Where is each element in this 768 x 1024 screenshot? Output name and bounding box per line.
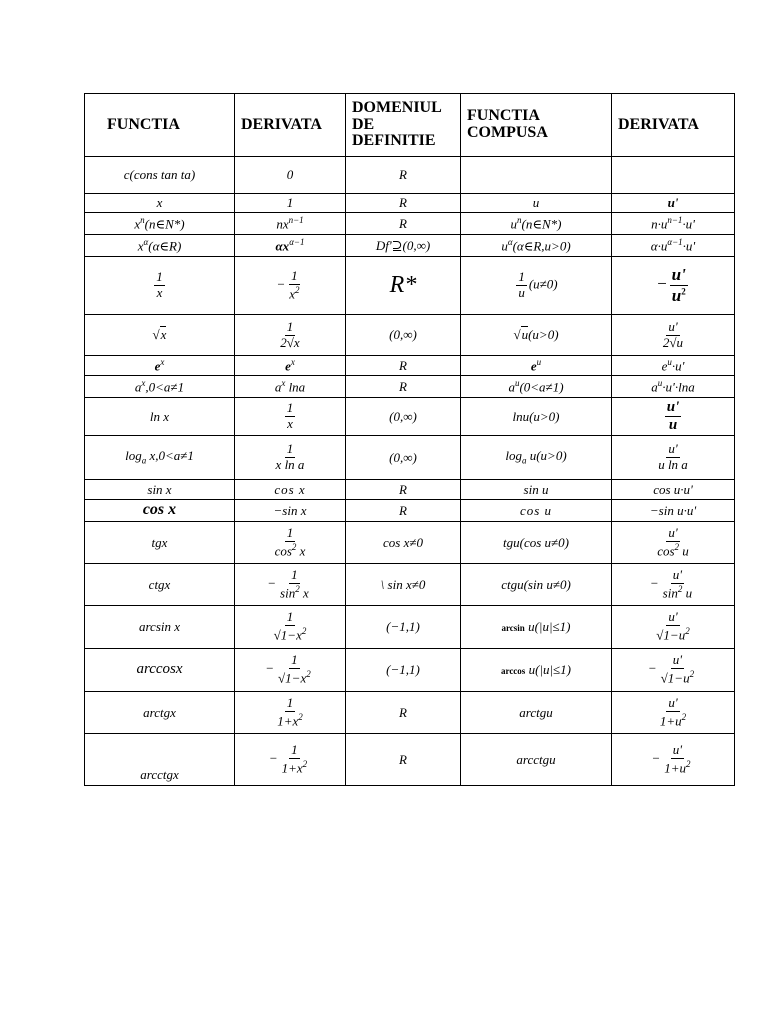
formula-text: 2 bbox=[689, 669, 695, 680]
formula-text: u bbox=[521, 327, 529, 343]
header-row bbox=[85, 94, 735, 157]
formula-text: n·u bbox=[651, 216, 668, 232]
cell-function bbox=[85, 213, 235, 235]
formula-text: (α∈R,u>0) bbox=[512, 238, 571, 254]
fraction bbox=[656, 442, 690, 473]
fraction bbox=[287, 269, 301, 302]
formula-text: − bbox=[656, 274, 668, 294]
fraction bbox=[662, 743, 692, 776]
formula-text: (n∈N*) bbox=[144, 216, 185, 232]
formula-text: α bbox=[143, 237, 149, 248]
table-row bbox=[85, 500, 735, 522]
cell-domain: R bbox=[346, 356, 461, 376]
cell-function: c(cons tan ta) bbox=[85, 157, 235, 194]
formula-text: u bbox=[682, 543, 689, 559]
fraction bbox=[285, 401, 296, 432]
denominator bbox=[272, 626, 309, 643]
cell-function: arctgx bbox=[85, 692, 235, 734]
formula-text: − bbox=[649, 575, 659, 591]
cell-derivative bbox=[235, 649, 346, 692]
fraction bbox=[665, 399, 682, 435]
formula-text: 2 bbox=[291, 541, 297, 552]
formula-text: ·u' bbox=[671, 358, 685, 374]
cell-composite-derivative bbox=[612, 213, 735, 235]
formula-text: 2 bbox=[295, 583, 300, 594]
cell-domain: R bbox=[346, 734, 461, 786]
formula-text: 2 bbox=[298, 711, 303, 722]
formula-text: a bbox=[651, 379, 658, 395]
cell-domain: (0,∞) bbox=[346, 398, 461, 436]
cell-domain: R bbox=[346, 213, 461, 235]
table-row bbox=[85, 436, 735, 480]
cell-composite: ctgu(sin u≠0) bbox=[461, 564, 612, 606]
formula-text: 2 bbox=[681, 286, 686, 297]
numerator: 1 bbox=[291, 652, 298, 668]
numerator: 1 bbox=[286, 400, 294, 416]
cell-function: arcsin x bbox=[85, 606, 235, 649]
cell-domain: (−1,1) bbox=[346, 649, 461, 692]
formula-text: √1−u bbox=[660, 670, 690, 686]
formula-text: x,0<a≠1 bbox=[149, 447, 194, 463]
numerator: u' bbox=[668, 318, 678, 334]
fraction bbox=[273, 526, 308, 559]
cell-composite-derivative bbox=[612, 157, 735, 194]
numerator: 1 bbox=[291, 741, 298, 757]
denominator bbox=[658, 712, 688, 729]
cell-domain: cos x≠0 bbox=[346, 522, 461, 564]
formula-text: x bbox=[290, 357, 295, 368]
denominator bbox=[655, 542, 691, 559]
cell-composite-derivative bbox=[612, 436, 735, 480]
formula-text: n bbox=[517, 215, 522, 226]
cell-composite-derivative bbox=[612, 398, 735, 436]
cell-function: sin x bbox=[85, 480, 235, 500]
cell-domain: Df'⊇(0,∞) bbox=[346, 235, 461, 257]
cell-function bbox=[85, 235, 235, 257]
formula-text: − bbox=[268, 750, 278, 766]
cell-derivative bbox=[235, 257, 346, 315]
col-header-functia-compusa: FUNCTIA COMPUSA bbox=[461, 94, 612, 157]
fraction bbox=[278, 320, 301, 351]
denominator bbox=[275, 712, 305, 729]
denominator: 2√x bbox=[280, 334, 300, 350]
formula-text: u bbox=[667, 357, 672, 368]
formula-text: a bbox=[134, 379, 142, 395]
fraction bbox=[274, 442, 307, 473]
formula-text: √1−u bbox=[656, 627, 686, 643]
formula-text: u' bbox=[667, 195, 679, 211]
formula-text: (0<a≠1) bbox=[519, 379, 564, 395]
cell-composite bbox=[461, 213, 612, 235]
cell-composite-derivative bbox=[612, 194, 735, 213]
cell-function: arcctgx bbox=[85, 734, 235, 786]
formula-text: ·u' bbox=[682, 216, 695, 232]
formula-text: log bbox=[125, 447, 142, 463]
table-row bbox=[85, 315, 735, 356]
formula-text: e bbox=[154, 358, 161, 374]
denominator bbox=[661, 584, 694, 601]
formula-text: x bbox=[160, 357, 165, 368]
fraction bbox=[654, 610, 691, 643]
table-row bbox=[85, 649, 735, 692]
table-row bbox=[85, 194, 735, 213]
formula-text: lna bbox=[288, 379, 306, 395]
numerator: u' bbox=[672, 652, 683, 668]
numerator: u' bbox=[668, 694, 678, 710]
formula-text: n−1 bbox=[288, 215, 304, 226]
cell-composite: sin u bbox=[461, 480, 612, 500]
cell-derivative bbox=[235, 213, 346, 235]
cell-derivative bbox=[235, 235, 346, 257]
formula-text: u' bbox=[666, 398, 680, 415]
fraction bbox=[276, 653, 313, 686]
formula-text: x bbox=[134, 216, 141, 232]
denominator bbox=[659, 669, 696, 686]
cell-composite bbox=[461, 356, 612, 376]
formula-text: x bbox=[141, 378, 146, 389]
formula-text: 1+u bbox=[659, 713, 682, 729]
fraction bbox=[280, 743, 310, 776]
cell-derivative bbox=[235, 315, 346, 356]
formula-text: − bbox=[276, 276, 286, 292]
cell-function bbox=[85, 436, 235, 480]
cell-composite: arctgu bbox=[461, 692, 612, 734]
cell-composite bbox=[461, 157, 612, 194]
col-header-domeniul: DOMENIUL DE DEFINITIE bbox=[346, 94, 461, 157]
fraction bbox=[655, 526, 691, 559]
formula-text: √1−x bbox=[278, 670, 307, 686]
cell-domain: R bbox=[346, 376, 461, 398]
cell-derivative bbox=[235, 436, 346, 480]
formula-text: x bbox=[281, 378, 286, 389]
cell-function: x bbox=[85, 194, 235, 213]
table-row bbox=[85, 480, 735, 500]
formula-text: α·u bbox=[650, 238, 668, 254]
denominator: x bbox=[287, 416, 293, 431]
cell-derivative: 1 bbox=[235, 194, 346, 213]
fraction bbox=[658, 696, 688, 729]
formula-text: cos bbox=[657, 543, 675, 559]
cell-derivative: −sin x bbox=[235, 500, 346, 522]
formula-text: a bbox=[508, 379, 515, 395]
table-row bbox=[85, 522, 735, 564]
cell-composite-derivative bbox=[612, 376, 735, 398]
numerator: 1 bbox=[286, 318, 294, 334]
denominator: x bbox=[156, 285, 163, 300]
formula-text: 2 bbox=[677, 583, 683, 594]
table-row bbox=[85, 564, 735, 606]
formula-text: x bbox=[299, 543, 306, 559]
numerator: 1 bbox=[286, 694, 294, 710]
cell-composite-derivative bbox=[612, 257, 735, 315]
cell-composite-derivative bbox=[612, 606, 735, 649]
cell-composite: cos u bbox=[461, 500, 612, 522]
formula-text: − bbox=[265, 660, 275, 676]
numerator: 1 bbox=[156, 269, 163, 285]
formula-text: αx bbox=[275, 238, 290, 254]
cell-composite bbox=[461, 606, 612, 649]
formula-text: n bbox=[140, 215, 145, 226]
cell-composite bbox=[461, 436, 612, 480]
numerator: 1 bbox=[291, 267, 298, 283]
denominator: x ln a bbox=[275, 457, 305, 472]
formula-text: 2 bbox=[686, 758, 691, 769]
formula-text: 2 bbox=[302, 758, 308, 769]
fraction bbox=[278, 568, 311, 601]
cell-domain: (0,∞) bbox=[346, 436, 461, 480]
cell-derivative bbox=[235, 606, 346, 649]
cell-function bbox=[85, 356, 235, 376]
formula-text: n−1 bbox=[667, 215, 683, 226]
formula-text: 2 bbox=[685, 626, 690, 637]
cell-derivative bbox=[235, 356, 346, 376]
cell-composite-derivative bbox=[612, 564, 735, 606]
formula-text: u(|u|≤1) bbox=[528, 619, 571, 635]
cell-composite-derivative bbox=[612, 692, 735, 734]
formula-text: 2 bbox=[681, 711, 687, 722]
cell-function bbox=[85, 500, 235, 522]
formula-text: (u>0) bbox=[528, 327, 559, 343]
fraction bbox=[516, 270, 527, 301]
table-row bbox=[85, 376, 735, 398]
numerator: 1 bbox=[286, 609, 294, 625]
cell-domain: (−1,1) bbox=[346, 606, 461, 649]
col-header-functia: FUNCTIA bbox=[85, 94, 235, 157]
fraction bbox=[272, 610, 309, 643]
denominator bbox=[662, 759, 692, 776]
cell-composite-derivative bbox=[612, 315, 735, 356]
formula-text: u bbox=[536, 357, 542, 368]
cell-domain: R bbox=[346, 480, 461, 500]
cell-domain: \ sin x≠0 bbox=[346, 564, 461, 606]
formula-text: α bbox=[507, 237, 513, 248]
formula-text: nx bbox=[276, 216, 289, 232]
cell-derivative bbox=[235, 398, 346, 436]
formula-text: (α∈R) bbox=[148, 238, 182, 254]
denominator bbox=[670, 286, 688, 306]
fraction bbox=[659, 653, 696, 686]
cell-domain: (0,∞) bbox=[346, 315, 461, 356]
formula-text: 1+x bbox=[281, 760, 303, 776]
formula-text: a bbox=[521, 455, 527, 466]
formula-text: − bbox=[647, 660, 657, 676]
denominator: 2√u bbox=[662, 334, 684, 350]
cell-composite: u bbox=[461, 194, 612, 213]
formula-text: ·u'·lna bbox=[662, 379, 695, 395]
cell-composite-derivative bbox=[612, 649, 735, 692]
formula-text: e bbox=[661, 358, 668, 374]
cell-domain: R bbox=[346, 692, 461, 734]
formula-text: √1−x bbox=[273, 627, 302, 643]
formula-text: x bbox=[137, 238, 144, 254]
formula-text: u bbox=[685, 585, 693, 601]
fraction bbox=[661, 320, 685, 351]
cell-derivative bbox=[235, 522, 346, 564]
table-row bbox=[85, 692, 735, 734]
formula-text: u bbox=[510, 216, 518, 232]
formula-text: 2 bbox=[674, 541, 680, 552]
formula-text: a bbox=[141, 455, 147, 466]
table-row bbox=[85, 606, 735, 649]
cell-domain: R bbox=[346, 157, 461, 194]
formula-text: − bbox=[651, 750, 661, 766]
formula-text: x bbox=[302, 585, 309, 601]
formula-text: u(|u|≤1) bbox=[528, 662, 572, 678]
denominator bbox=[280, 759, 310, 776]
denominator bbox=[278, 584, 311, 601]
cell-domain: R bbox=[346, 500, 461, 522]
formula-text: u bbox=[657, 378, 663, 389]
fraction bbox=[661, 568, 694, 601]
formula-text: a bbox=[274, 379, 282, 395]
cell-composite-derivative bbox=[612, 235, 735, 257]
formula-text: α−1 bbox=[667, 237, 683, 248]
formula-text: cos bbox=[274, 543, 292, 559]
denominator bbox=[287, 285, 301, 302]
cell-domain bbox=[346, 257, 461, 315]
formula-text: x bbox=[160, 327, 167, 343]
cell-composite-derivative: cos u·u' bbox=[612, 480, 735, 500]
numerator: u' bbox=[668, 441, 678, 457]
cell-composite bbox=[461, 649, 612, 692]
formula-text: u(u>0) bbox=[529, 447, 567, 463]
table-row bbox=[85, 398, 735, 436]
cell-composite bbox=[461, 235, 612, 257]
formula-text: u bbox=[514, 378, 520, 389]
formula-text: α−1 bbox=[289, 237, 305, 248]
cell-function: tgx bbox=[85, 522, 235, 564]
formula-text: arccos bbox=[500, 666, 526, 677]
formula-text: R* bbox=[389, 271, 417, 298]
cell-composite bbox=[461, 376, 612, 398]
numerator: 1 bbox=[286, 441, 294, 457]
formula-text: (u≠0) bbox=[528, 276, 558, 292]
table-row bbox=[85, 235, 735, 257]
fraction bbox=[154, 270, 165, 301]
formula-text: arcsin bbox=[501, 623, 525, 634]
formula-text: u bbox=[671, 286, 682, 305]
formula-text: x bbox=[289, 286, 296, 302]
fraction bbox=[275, 696, 305, 729]
formula-text: e bbox=[285, 358, 291, 374]
formula-text: ·u' bbox=[682, 238, 696, 254]
cell-function: arccosx bbox=[85, 649, 235, 692]
numerator: u' bbox=[672, 741, 683, 757]
formula-text: ,0<a≠1 bbox=[145, 379, 185, 395]
numerator: 1 bbox=[518, 269, 525, 285]
formula-text: 2 bbox=[295, 284, 300, 295]
cell-composite: arcctgu bbox=[461, 734, 612, 786]
cell-derivative bbox=[235, 734, 346, 786]
numerator: u' bbox=[668, 609, 678, 625]
formula-text: 2 bbox=[301, 626, 307, 637]
cell-function bbox=[85, 376, 235, 398]
cell-composite-derivative: −sin u·u' bbox=[612, 500, 735, 522]
cell-derivative bbox=[235, 692, 346, 734]
formula-text: (n∈N*) bbox=[521, 216, 562, 232]
table-row bbox=[85, 356, 735, 376]
formula-text: sin bbox=[280, 585, 296, 601]
denominator: u bbox=[518, 285, 525, 300]
cell-derivative: 0 bbox=[235, 157, 346, 194]
table-row bbox=[85, 734, 735, 786]
cell-composite-derivative bbox=[612, 522, 735, 564]
formula-text: 1+u bbox=[664, 760, 687, 776]
denominator bbox=[667, 417, 679, 434]
cell-function: ln x bbox=[85, 398, 235, 436]
cell-composite-derivative bbox=[612, 356, 735, 376]
col-header-derivata-compusa: DERIVATA bbox=[612, 94, 735, 157]
cell-composite bbox=[461, 257, 612, 315]
numerator: u' bbox=[668, 524, 678, 540]
numerator: 1 bbox=[291, 566, 298, 582]
cell-derivative bbox=[235, 564, 346, 606]
cell-composite: √u(u>0) bbox=[461, 315, 612, 356]
formula-text: log bbox=[505, 447, 522, 463]
formula-text: u bbox=[501, 238, 508, 254]
cell-derivative: cos x bbox=[235, 480, 346, 500]
cell-function: ctgx bbox=[85, 564, 235, 606]
numerator: 1 bbox=[286, 524, 294, 540]
formula-text: 2 bbox=[306, 669, 311, 680]
formula-text: u' bbox=[671, 265, 686, 285]
cell-derivative bbox=[235, 376, 346, 398]
formula-text: e bbox=[530, 358, 537, 374]
numerator: u' bbox=[672, 566, 683, 582]
table-row bbox=[85, 213, 735, 235]
fraction bbox=[670, 265, 688, 305]
cell-function: √x bbox=[85, 315, 235, 356]
cell-composite: lnu(u>0) bbox=[461, 398, 612, 436]
cell-composite: tgu(cos u≠0) bbox=[461, 522, 612, 564]
formula-text: − bbox=[267, 575, 277, 591]
denominator: u ln a bbox=[658, 457, 688, 472]
formula-text: 1+x bbox=[277, 713, 299, 729]
numerator bbox=[665, 399, 682, 417]
denominator bbox=[273, 542, 308, 559]
col-header-derivata: DERIVATA bbox=[235, 94, 346, 157]
table-row bbox=[85, 257, 735, 315]
denominator bbox=[276, 669, 313, 686]
cell-function bbox=[85, 257, 235, 315]
formula-text: sin bbox=[662, 585, 678, 601]
formula-text: u bbox=[668, 417, 678, 433]
formula-text: cos x bbox=[142, 501, 177, 519]
cell-composite-derivative bbox=[612, 734, 735, 786]
cell-domain: R bbox=[346, 194, 461, 213]
numerator bbox=[670, 265, 688, 286]
denominator bbox=[654, 626, 691, 643]
derivatives-table bbox=[84, 93, 735, 786]
table-row bbox=[85, 157, 735, 194]
